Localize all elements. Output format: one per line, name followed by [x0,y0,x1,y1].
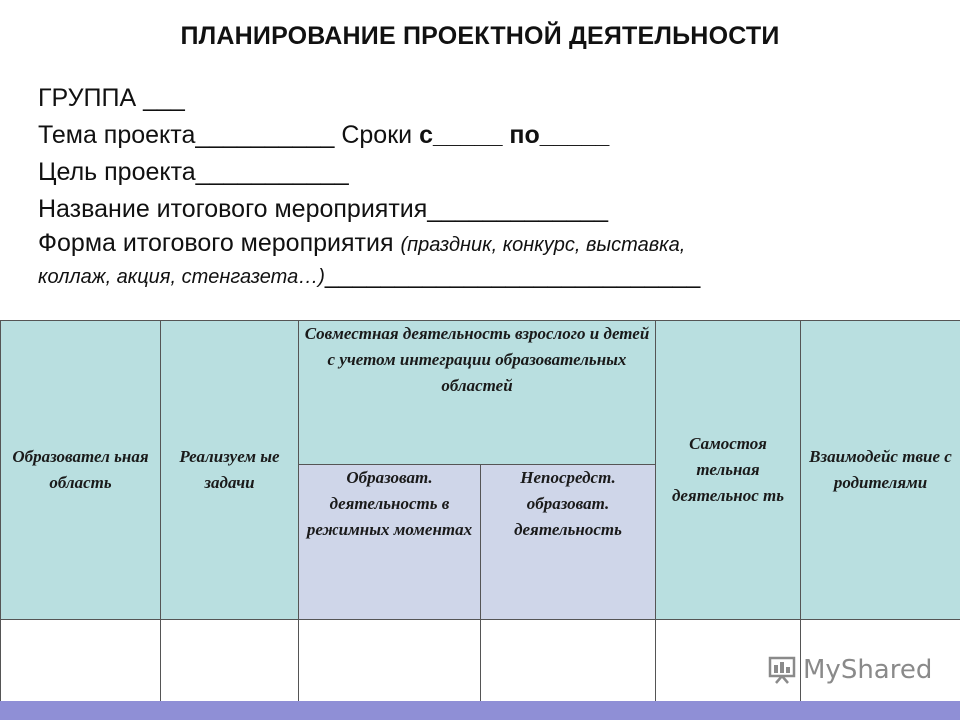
page-title: ПЛАНИРОВАНИЕ ПРОЕКТНОЙ ДЕЯТЕЛЬНОСТИ [180,22,780,50]
event-form-line-2 [38,260,700,292]
group-line: ГРУППА ___ [38,84,185,112]
table-cell[interactable] [481,620,656,702]
topic-field: Тема проекта__________ [38,121,342,149]
goal-line: Цель проекта___________ [38,158,349,186]
event-form-examples: (праздник, конкурс, выставка, [400,234,686,256]
event-form-line [38,228,700,260]
table-cell[interactable] [1,620,161,702]
watermark [767,655,932,685]
header-parents-interaction: Взаимодейс твие с родителями [801,321,960,620]
project-info [38,80,700,292]
bottom-bar [0,701,960,720]
topic-dates-line [38,117,700,154]
event-form-examples-cont: коллаж, акция, стенгазета…) [38,266,325,288]
dates-field: с_____ по_____ [419,121,610,149]
presentation-icon [767,655,797,685]
planning-table [0,320,960,702]
header-joint-activity: Совместная деятельность взрослого и детей с учетом интеграции образовательных областей [299,321,656,465]
dates-label: Сроки [341,121,420,149]
header-educational-area: Образовател ьная область [1,321,161,620]
header-tasks: Реализуем ые задачи [161,321,299,620]
event-name-line: Название итогового мероприятия_____________ [38,195,609,223]
table-cell[interactable] [299,620,481,702]
event-form-blank: ___________________________ [324,261,701,289]
subheader-direct-activity: Непосредст. образоват. деятельность [481,465,656,620]
watermark-text: MyShared [803,655,933,685]
header-independent-activity: Самостоя тельная деятельнос ть [656,321,801,620]
event-form-label: Форма итогового мероприятия [38,229,401,257]
subheader-regime-moments: Образоват. деятельность в режимных моментах [299,465,481,620]
table-cell[interactable] [161,620,299,702]
